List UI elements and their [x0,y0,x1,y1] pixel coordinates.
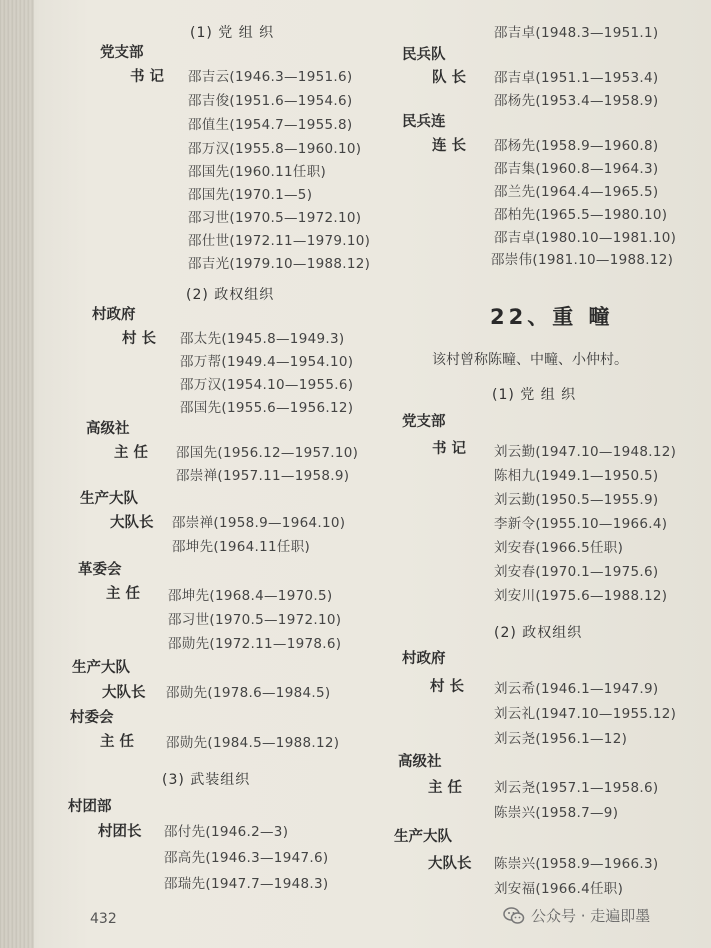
org-village-government: 村政府 [92,307,136,323]
list-item: 邵坤先(1968.4—1970.5) [168,588,333,604]
list-item: 刘云尧(1956.1—12) [494,731,628,747]
list-item: 邵坤先(1964.11任职) [172,539,311,555]
role-company-commander: 连 长 [432,138,467,154]
list-item: 邵吉光(1979.10—1988.12) [188,256,371,272]
list-item: 邵吉俊(1951.6—1954.6) [188,93,353,109]
role-youth-leader: 村团长 [98,824,142,840]
left-sec1-title: (1) 党 组 织 [190,25,275,41]
list-item: 刘安春(1966.5任职) [494,540,624,556]
org-militia: 民兵队 [402,47,446,63]
list-item: 邵国先(1960.11任职) [188,164,327,180]
list-item: 邵吉云(1946.3—1951.6) [188,69,353,85]
org-production-brigade: 生产大队 [394,829,452,845]
list-item: 邵瑞先(1947.7—1948.3) [164,876,329,892]
list-item: 邵勋先(1984.5—1988.12) [166,735,340,751]
org-youth-league: 村团部 [68,799,112,815]
list-item: 邵崇禅(1958.9—1964.10) [172,515,346,531]
left-sec2-title: (2) 政权组织 [186,287,275,303]
list-item: 刘安福(1966.4任职) [494,881,624,897]
org-revolutionary-committee: 革委会 [78,562,122,578]
list-item: 李新令(1955.10—1966.4) [494,516,668,532]
org-village-government: 村政府 [402,651,446,667]
list-item: 陈崇兴(1958.7—9) [494,805,619,821]
role-secretary: 书 记 [130,69,165,85]
page-number: 432 [90,911,117,927]
list-item: 邵国先(1956.12—1957.10) [176,445,359,461]
role-director: 主 任 [106,586,141,602]
list-item: 刘云勤(1950.5—1955.9) [494,492,659,508]
list-item: 邵高先(1946.3—1947.6) [164,850,329,866]
list-item: 邵崇伟(1981.10—1988.12) [491,252,674,268]
org-advanced-coop: 高级社 [398,754,442,770]
org-party-branch: 党支部 [402,414,446,430]
list-item: 刘云尧(1957.1—1958.6) [494,780,659,796]
watermark-text: 公众号 · 走遍即墨 [531,907,651,925]
list-item: 刘安川(1975.6—1988.12) [494,588,668,604]
list-item: 邵习世(1970.5—1972.10) [168,612,342,628]
list-item: 邵柏先(1965.5—1980.10) [494,207,668,223]
role-secretary: 书 记 [432,441,467,457]
list-item: 刘云勤(1947.10—1948.12) [494,444,677,460]
list-item: 邵太先(1945.8—1949.3) [180,331,345,347]
org-party-branch: 党支部 [100,45,144,61]
list-item: 邵付先(1946.2—3) [164,824,289,840]
list-item: 刘云礼(1947.10—1955.12) [494,706,677,722]
role-director: 主 任 [100,734,135,750]
list-item: 邵值生(1954.7—1955.8) [188,117,353,133]
role-brigade-leader: 大队长 [102,685,146,701]
role-brigade-leader: 大队长 [428,856,472,872]
org-production-brigade: 生产大队 [80,491,138,507]
org-militia-company: 民兵连 [402,114,446,130]
list-item: 邵国先(1970.1—5) [188,187,313,203]
list-item: 陈崇兴(1958.9—1966.3) [494,856,659,872]
role-village-head: 村 长 [122,331,157,347]
list-item: 邵仕世(1972.11—1979.10) [188,233,371,249]
role-director: 主 任 [428,780,463,796]
org-advanced-coop: 高级社 [86,421,130,437]
role-brigade-leader: 大队长 [110,515,154,531]
list-item: 邵吉集(1960.8—1964.3) [494,161,659,177]
book-binding-edge [0,0,34,948]
wechat-icon [503,907,525,925]
right-sec2-title: (2) 政权组织 [494,625,583,641]
right-sec1-title: (1) 党 组 织 [492,387,577,403]
list-item: 邵万汉(1955.8—1960.10) [188,141,362,157]
list-item: 邵兰先(1964.4—1965.5) [494,184,659,200]
role-village-head: 村 长 [430,679,465,695]
list-item: 刘云希(1946.1—1947.9) [494,681,659,697]
list-item: 邵勋先(1972.11—1978.6) [168,636,342,652]
list-item: 邵崇禅(1957.11—1958.9) [176,468,350,484]
org-production-brigade: 生产大队 [72,660,130,676]
list-item: 邵万帮(1949.4—1954.10) [180,354,354,370]
list-item: 刘安春(1970.1—1975.6) [494,564,659,580]
list-item: 邵万汉(1954.10—1955.6) [180,377,354,393]
list-item: 邵吉卓(1980.10—1981.10) [494,230,677,246]
list-item: 陈相九(1949.1—1950.5) [494,468,659,484]
role-captain: 队 长 [432,70,467,86]
list-item: 邵杨先(1953.4—1958.9) [494,93,659,109]
list-item: 邵吉卓(1948.3—1951.1) [494,25,659,41]
watermark [503,905,650,926]
left-sec3-title: (3) 武装组织 [162,772,251,788]
role-director: 主 任 [114,445,149,461]
list-item: 邵吉卓(1951.1—1953.4) [494,70,659,86]
list-item: 邵杨先(1958.9—1960.8) [494,138,659,154]
list-item: 邵勋先(1978.6—1984.5) [166,685,331,701]
list-item: 邵习世(1970.5—1972.10) [188,210,362,226]
village-intro: 该村曾称陈疃、中疃、小仲村。 [432,352,628,368]
org-village-committee: 村委会 [70,710,114,726]
list-item: 邵国先(1955.6—1956.12) [180,400,354,416]
village-heading: 22、重 疃 [490,305,614,329]
